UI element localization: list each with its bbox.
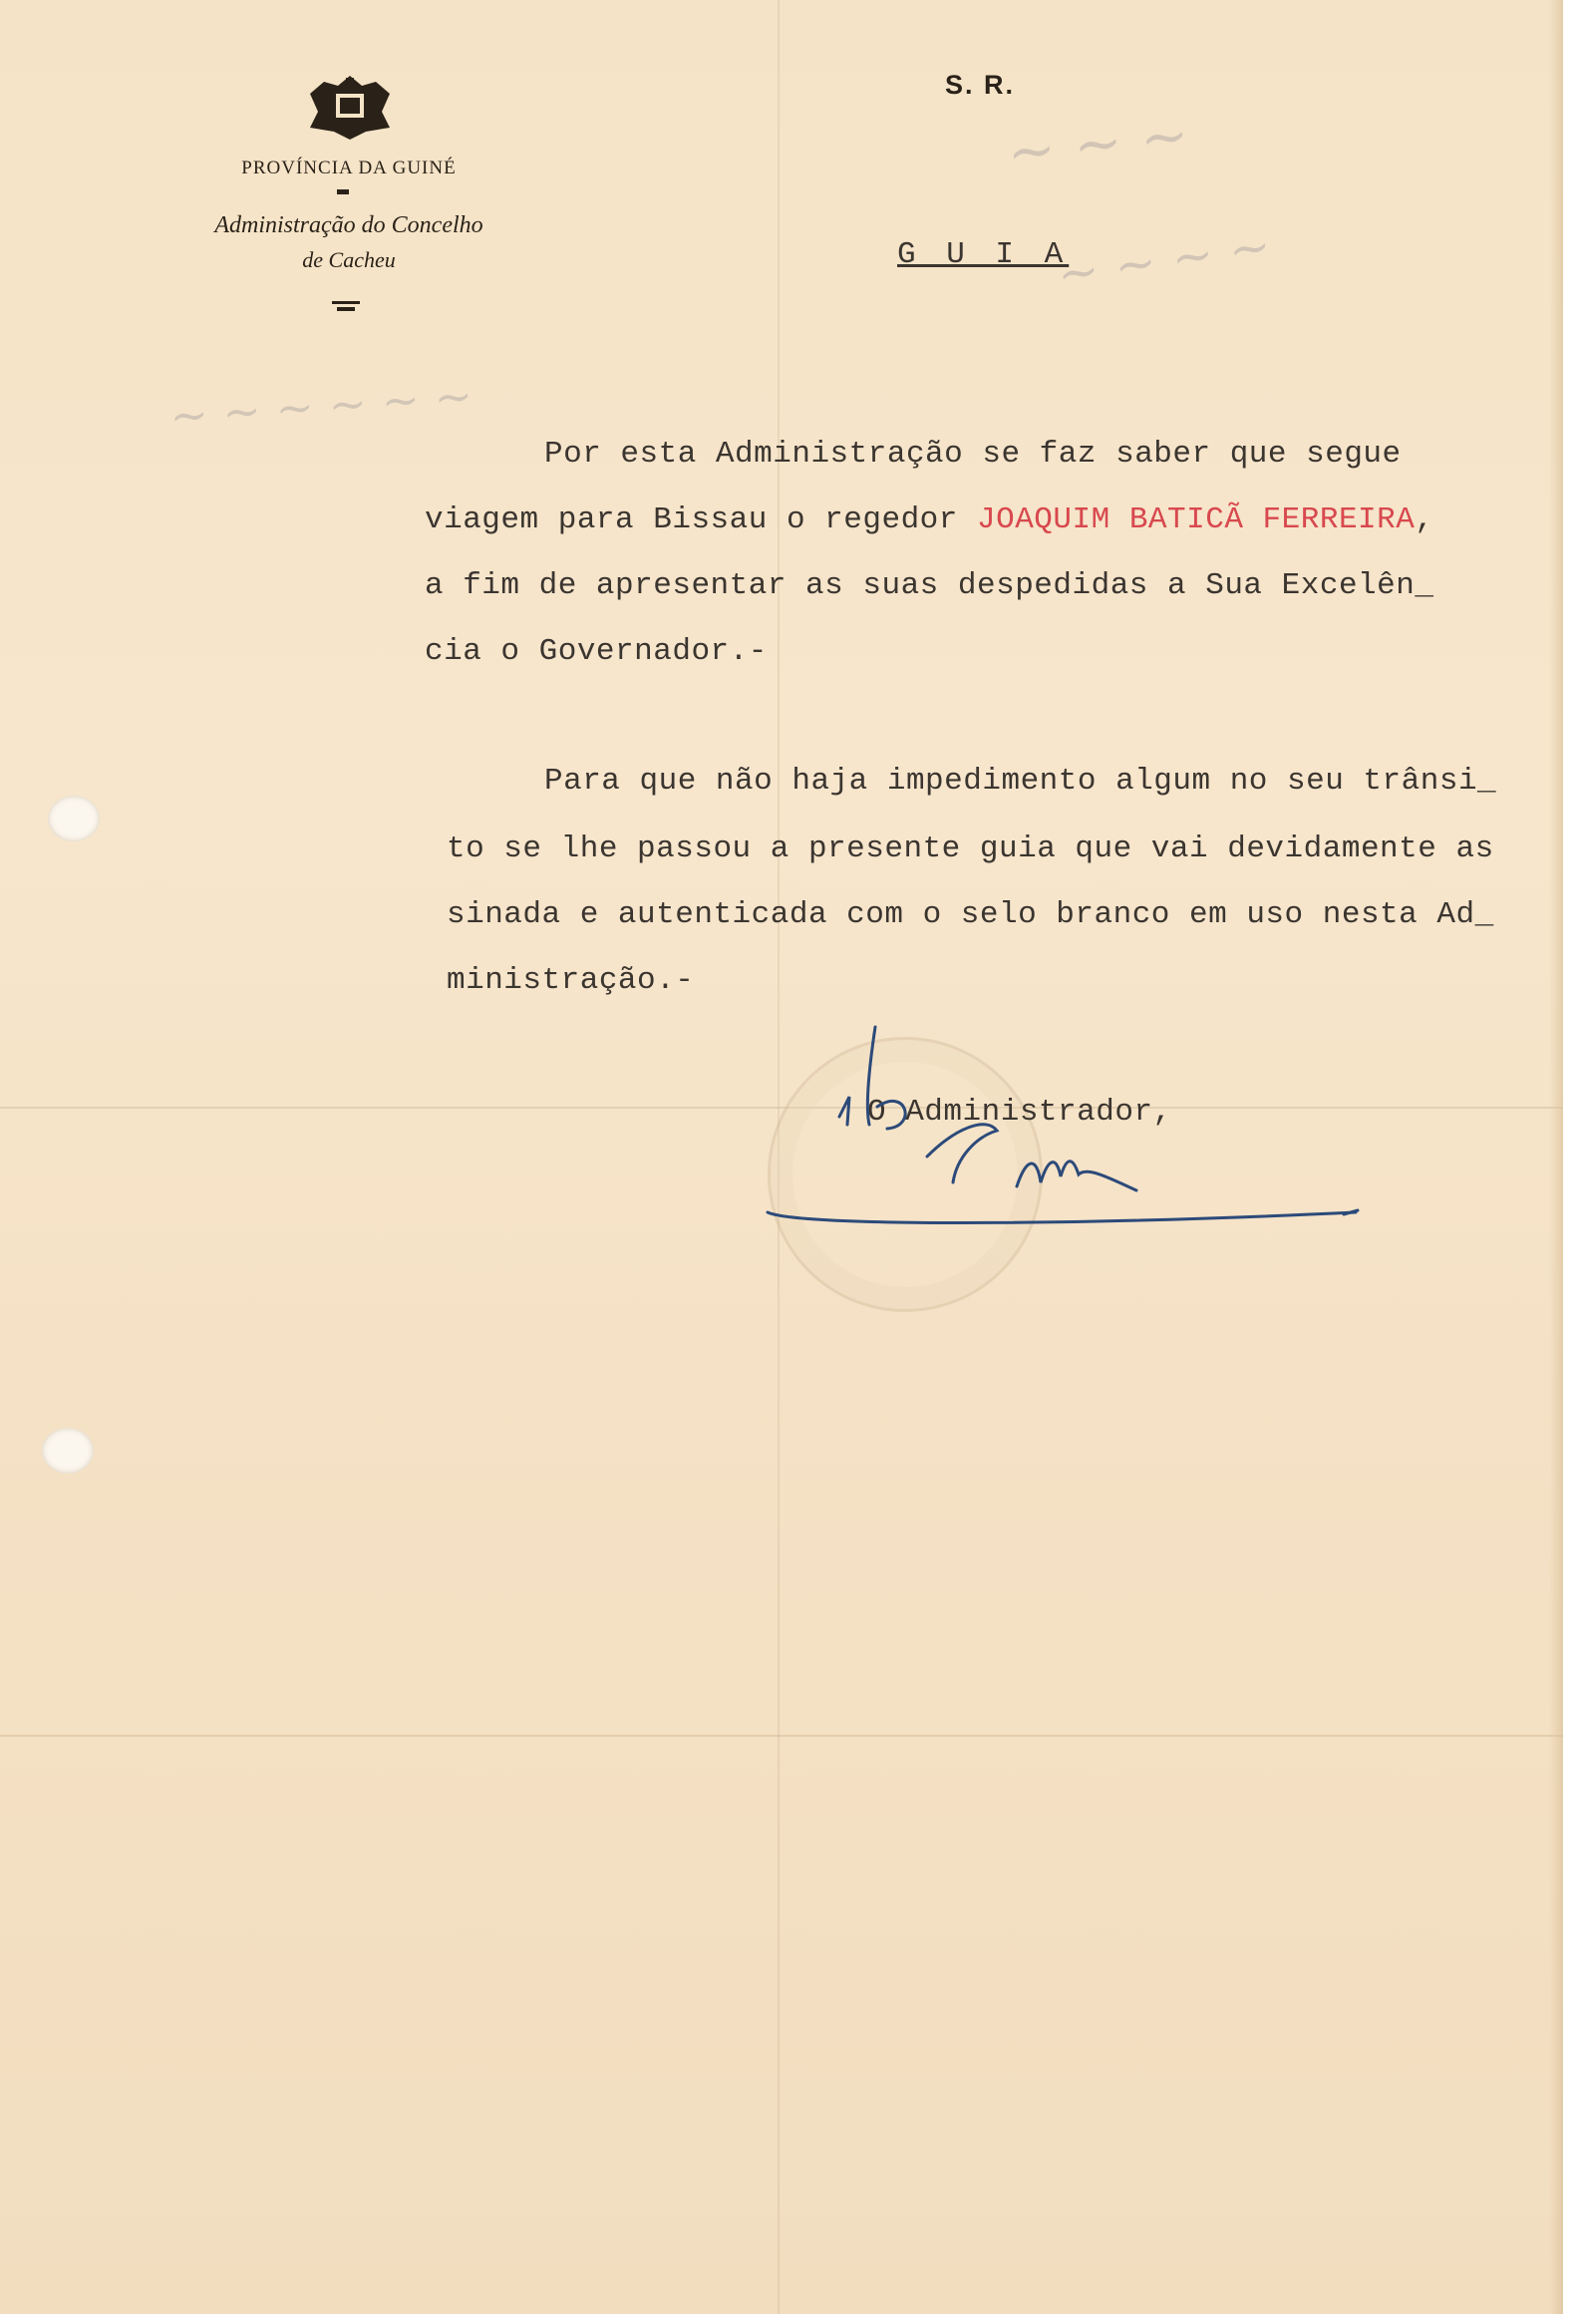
fold-line-horizontal [0,1735,1563,1737]
administration-name: Administração do Concelho [214,212,483,238]
classification-mark: S. R. [945,70,1016,100]
divider [337,189,349,194]
pencil-annotation: ~ ~ ~ ~ ~ ~ [167,368,474,444]
document-title: G U I A [897,237,1070,272]
body-line: ministração.- [447,963,695,998]
body-line: a fim de apresentar as suas despedidas a Sua Excelên_ [425,568,1434,603]
body-line: to se lhe passou a presente guia que vai devidamente as [447,831,1494,866]
punch-hole [42,1428,94,1474]
body-line-text: viagem para Bissau o regedor [425,502,977,537]
person-name: JOAQUIM BATICÃ FERREIRA [977,502,1416,537]
signature-mark [758,1007,1376,1246]
body-line: Por esta Administração se faz saber que segue [544,437,1402,472]
body-line: cia o Governador.- [425,634,768,669]
coat-of-arms-icon [302,72,398,142]
province-name: PROVÍNCIA DA GUINÉ [241,158,457,178]
body-line: viagem para Bissau o regedor JOAQUIM BATICÃ FERREIRA, [425,502,1434,537]
pencil-annotation: ~ ~ ~ [1003,100,1192,187]
punch-hole [48,796,100,841]
pencil-annotation: ~ ~ ~ ~ [1054,216,1275,304]
body-line: sinada e autenticada com o selo branco em uso nesta Ad_ [447,897,1494,932]
body-line: Para que não haja impedimento algum no seu trânsi_ [544,764,1497,799]
paper-edge [1549,0,1563,2314]
municipality-name: de Cacheu [302,247,396,272]
signatory-title: O Administrador, [867,1095,1172,1130]
divider [337,307,355,311]
divider [332,301,360,304]
